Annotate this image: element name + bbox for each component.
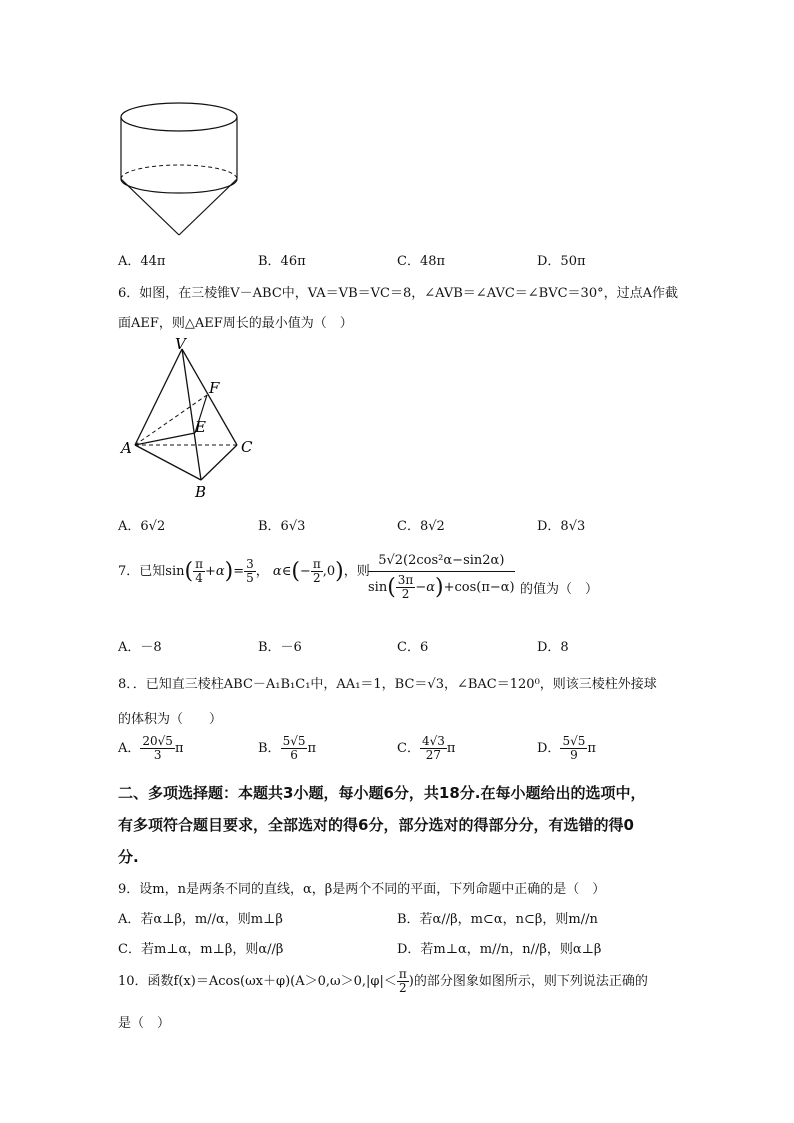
q7-option-a: A．－8 bbox=[118, 640, 162, 655]
q7-option-b: B．－6 bbox=[258, 640, 302, 655]
q8-option-c: C． $\frac{4√3}{27}$ π bbox=[397, 734, 456, 762]
q7-expr-numerator: 5√2(2cos²α−sin2α) bbox=[368, 553, 515, 572]
q9-option-d: D．若m⊥α，m//n，n//β，则α⊥β bbox=[397, 942, 602, 957]
q9-option-a: A．若α⊥β，m//α，则m⊥β bbox=[118, 912, 283, 927]
q5-option-c: C．48π bbox=[397, 254, 446, 269]
q6-stem-line2: 面AEF，则△AEF周长的最小值为（ ） bbox=[118, 316, 353, 331]
q8-option-b: B． $\frac{5√5}{6}$ π bbox=[258, 734, 317, 762]
q7-option-c: C．6 bbox=[397, 640, 429, 655]
q9-stem: 9．设m，n是两条不同的直线，α，β是两个不同的平面，下列命题中正确的是（ ） bbox=[118, 882, 606, 897]
section2-line1: 二、多项选择题：本题共3小题，每小题6分，共18分.在每小题给出的选项中， bbox=[118, 784, 646, 802]
q6-option-a: A．6√2 bbox=[118, 519, 166, 534]
pyramid-figure bbox=[115, 335, 265, 505]
q10-stem-line2: 是（ ） bbox=[118, 1016, 171, 1031]
q8-stem-line1: 8．．已知直三棱柱ABC－A₁B₁C₁中，AA₁＝1，BC＝√3，∠BAC＝120⁰，则该三棱柱外接球 bbox=[118, 677, 657, 692]
figure-label-v: V bbox=[175, 335, 186, 353]
q7-value-fraction: $\frac{3}{5}$ bbox=[246, 557, 254, 585]
q6-option-c: C．8√2 bbox=[397, 519, 445, 534]
q7-suffix: 的值为（ ） bbox=[520, 582, 599, 597]
figure-label-f: F bbox=[209, 379, 220, 397]
q6-stem-line1: 6．如图，在三棱锥V－ABC中，VA＝VB＝VC＝8，∠AVB＝∠AVC＝∠BVC＝30°，过点A作截 bbox=[118, 286, 678, 301]
q7-expr-denominator: sin( $\frac{3\pi}{2}$ −α)+cos(π−α) bbox=[368, 573, 515, 601]
section2-line2: 有多项符合题目要求，全部选对的得6分，部分选对的得部分分，有选错的得0 bbox=[118, 816, 634, 834]
figure-label-a: A bbox=[121, 439, 132, 457]
q7-range-fraction: $\frac{\pi}{2}$ bbox=[312, 557, 321, 585]
q8-option-a: A． $\frac{20√5}{3}$ π bbox=[118, 734, 184, 762]
cylinder-cone-figure bbox=[115, 95, 245, 240]
q9-option-b: B．若α//β，m⊂α，n⊂β，则m//n bbox=[397, 912, 598, 927]
q7-expression bbox=[368, 553, 515, 601]
q8-stem-line2: 的体积为（ ） bbox=[118, 712, 223, 727]
q5-option-a: A．44π bbox=[118, 254, 166, 269]
q7-prefix: 7．已知 bbox=[118, 564, 166, 579]
q7-given-fraction: $\frac{\pi}{4}$ bbox=[195, 557, 203, 585]
q7-then: ，则 bbox=[343, 564, 370, 579]
q7-option-d: D．8 bbox=[537, 640, 569, 655]
section2-line3: 分. bbox=[118, 848, 139, 866]
figure-label-c: C bbox=[241, 438, 253, 456]
q8-option-d: D． $\frac{5√5}{9}$ π bbox=[537, 734, 596, 762]
figure-label-b: B bbox=[195, 483, 207, 501]
q9-option-c: C．若m⊥α，m⊥β，则α//β bbox=[118, 942, 284, 957]
q7-plus-alpha: +α bbox=[204, 564, 225, 579]
q7-stem: 7．已知sin( $\frac{\pi}{4}$ +α)= $\frac{3}{5}$ ， α∈(− $\frac{\pi}{2}$ ,0)，则 bbox=[118, 557, 370, 585]
q10-fraction: $\frac{\pi}{2}$ bbox=[398, 967, 407, 995]
q7-range-prefix: α∈ bbox=[272, 564, 292, 579]
q5-option-b: B．46π bbox=[258, 254, 306, 269]
q5-option-d: D．50π bbox=[537, 254, 586, 269]
q7-equals: = bbox=[233, 564, 245, 579]
q10-stem-line1: 10．函数f(x)＝Acos(ωx＋φ)(A＞0,ω＞0,|φ|＜ $\frac{\pi}{2}$ )的部分图象如图所示，则下列说法正确的 bbox=[118, 967, 648, 995]
q6-option-d: D．8√3 bbox=[537, 519, 586, 534]
q6-option-b: B．6√3 bbox=[258, 519, 306, 534]
q7-sin: sin bbox=[165, 564, 185, 579]
figure-label-e: E bbox=[195, 418, 206, 436]
